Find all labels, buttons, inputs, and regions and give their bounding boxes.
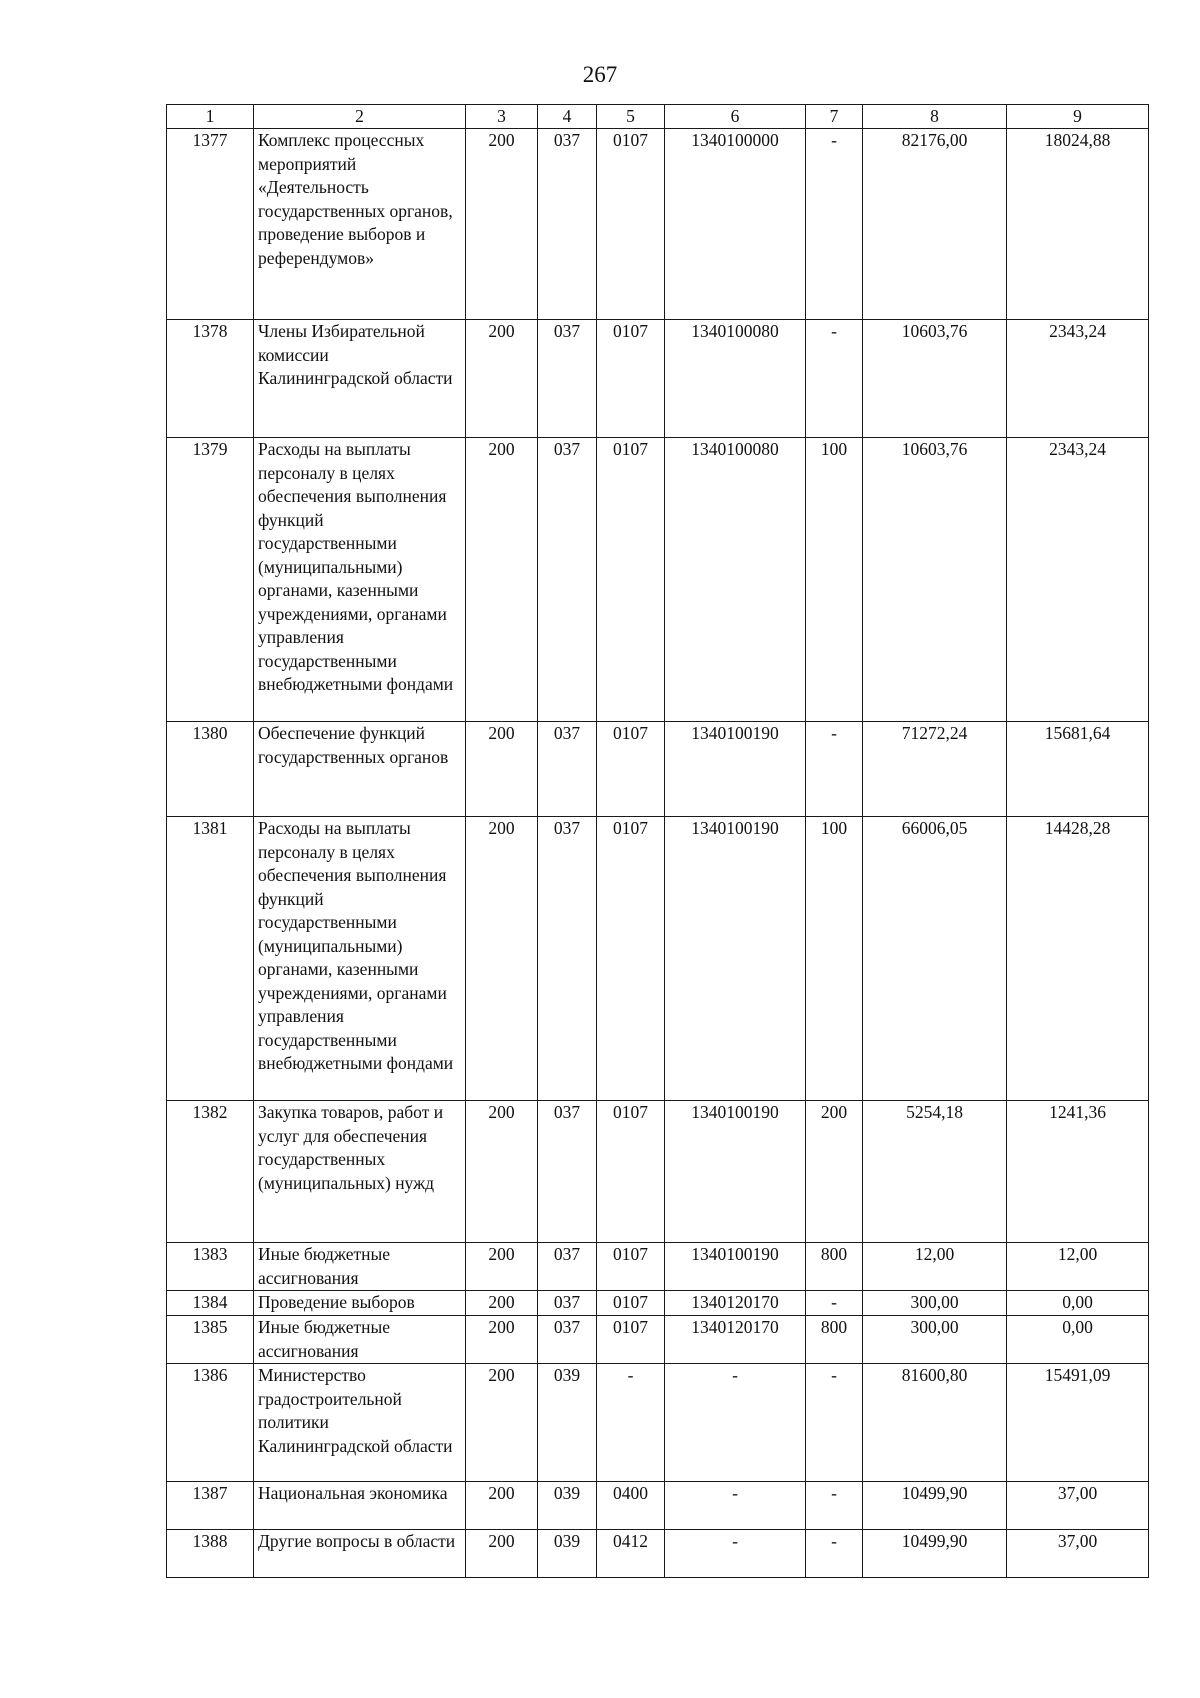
amount-planned: 5254,18 bbox=[863, 1101, 1007, 1243]
column-header: 1 bbox=[167, 105, 254, 129]
section-code: 0107 bbox=[597, 1243, 665, 1291]
chapter-code: 200 bbox=[466, 1364, 538, 1482]
target-article-code: 1340120170 bbox=[665, 1291, 806, 1316]
department-code: 037 bbox=[538, 722, 597, 817]
column-header: 8 bbox=[863, 105, 1007, 129]
amount-planned: 10603,76 bbox=[863, 438, 1007, 722]
chapter-code: 200 bbox=[466, 320, 538, 438]
expense-type-code: - bbox=[806, 1364, 863, 1482]
row-description: Иные бюджетные ассигнования bbox=[254, 1243, 466, 1291]
target-article-code: 1340100190 bbox=[665, 817, 806, 1101]
amount-planned: 71272,24 bbox=[863, 722, 1007, 817]
chapter-code: 200 bbox=[466, 1482, 538, 1530]
target-article-code: 1340100190 bbox=[665, 1243, 806, 1291]
row-description: Комплекс процессных мероприятий «Деятельность государственных органов, проведение выборов и референдумов» bbox=[254, 129, 466, 320]
expense-type-code: - bbox=[806, 1530, 863, 1578]
section-code: 0107 bbox=[597, 722, 665, 817]
target-article-code: 1340100000 bbox=[665, 129, 806, 320]
expense-type-code: 100 bbox=[806, 438, 863, 722]
row-description: Члены Избирательной комиссии Калининградской области bbox=[254, 320, 466, 438]
section-code: - bbox=[597, 1364, 665, 1482]
row-number: 1383 bbox=[167, 1243, 254, 1291]
table-row bbox=[167, 1530, 1149, 1578]
department-code: 037 bbox=[538, 129, 597, 320]
column-header: 9 bbox=[1007, 105, 1149, 129]
amount-planned: 82176,00 bbox=[863, 129, 1007, 320]
row-number: 1388 bbox=[167, 1530, 254, 1578]
row-description: Расходы на выплаты персоналу в целях обеспечения выполнения функций государственными (муниципальными) органами, казенными учреждениями, органами управления государственными внебюджетными фондами bbox=[254, 438, 466, 722]
amount-executed: 0,00 bbox=[1007, 1291, 1149, 1316]
amount-executed: 2343,24 bbox=[1007, 438, 1149, 722]
department-code: 037 bbox=[538, 320, 597, 438]
amount-planned: 10499,90 bbox=[863, 1530, 1007, 1578]
expense-type-code: - bbox=[806, 1482, 863, 1530]
department-code: 037 bbox=[538, 1101, 597, 1243]
row-description: Иные бюджетные ассигнования bbox=[254, 1316, 466, 1364]
row-number: 1380 bbox=[167, 722, 254, 817]
target-article-code: - bbox=[665, 1530, 806, 1578]
expense-type-code: 100 bbox=[806, 817, 863, 1101]
column-header: 4 bbox=[538, 105, 597, 129]
amount-planned: 12,00 bbox=[863, 1243, 1007, 1291]
row-description: Другие вопросы в области bbox=[254, 1530, 466, 1578]
table-row bbox=[167, 320, 1149, 438]
row-description: Обеспечение функций государственных органов bbox=[254, 722, 466, 817]
row-number: 1387 bbox=[167, 1482, 254, 1530]
section-code: 0400 bbox=[597, 1482, 665, 1530]
row-number: 1382 bbox=[167, 1101, 254, 1243]
header-row bbox=[167, 105, 1149, 129]
section-code: 0107 bbox=[597, 129, 665, 320]
amount-executed: 37,00 bbox=[1007, 1482, 1149, 1530]
chapter-code: 200 bbox=[466, 1530, 538, 1578]
target-article-code: - bbox=[665, 1364, 806, 1482]
row-description: Министерство градостроительной политики Калининградской области bbox=[254, 1364, 466, 1482]
amount-planned: 300,00 bbox=[863, 1291, 1007, 1316]
target-article-code: 1340120170 bbox=[665, 1316, 806, 1364]
column-header: 7 bbox=[806, 105, 863, 129]
row-number: 1384 bbox=[167, 1291, 254, 1316]
chapter-code: 200 bbox=[466, 722, 538, 817]
page-number: 267 bbox=[582, 62, 618, 87]
table-row bbox=[167, 1101, 1149, 1243]
target-article-code: 1340100190 bbox=[665, 722, 806, 817]
column-header: 3 bbox=[466, 105, 538, 129]
row-description: Проведение выборов bbox=[254, 1291, 466, 1316]
department-code: 037 bbox=[538, 817, 597, 1101]
column-header: 5 bbox=[597, 105, 665, 129]
table-row bbox=[167, 722, 1149, 817]
department-code: 039 bbox=[538, 1530, 597, 1578]
table-row bbox=[167, 1316, 1149, 1364]
expense-type-code: 800 bbox=[806, 1243, 863, 1291]
expense-type-code: - bbox=[806, 1291, 863, 1316]
amount-planned: 81600,80 bbox=[863, 1364, 1007, 1482]
chapter-code: 200 bbox=[466, 1243, 538, 1291]
amount-planned: 10499,90 bbox=[863, 1482, 1007, 1530]
amount-executed: 0,00 bbox=[1007, 1316, 1149, 1364]
table-row bbox=[167, 1364, 1149, 1482]
row-number: 1379 bbox=[167, 438, 254, 722]
row-number: 1386 bbox=[167, 1364, 254, 1482]
department-code: 037 bbox=[538, 1291, 597, 1316]
amount-planned: 66006,05 bbox=[863, 817, 1007, 1101]
expense-type-code: 800 bbox=[806, 1316, 863, 1364]
chapter-code: 200 bbox=[466, 1316, 538, 1364]
amount-executed: 12,00 bbox=[1007, 1243, 1149, 1291]
department-code: 039 bbox=[538, 1482, 597, 1530]
column-header: 2 bbox=[254, 105, 466, 129]
chapter-code: 200 bbox=[466, 817, 538, 1101]
department-code: 037 bbox=[538, 1316, 597, 1364]
table-row bbox=[167, 1482, 1149, 1530]
target-article-code: 1340100080 bbox=[665, 320, 806, 438]
row-description: Расходы на выплаты персоналу в целях обеспечения выполнения функций государственными (муниципальными) органами, казенными учреждениями, органами управления государственными внебюджетными фондами bbox=[254, 817, 466, 1101]
expense-type-code: 200 bbox=[806, 1101, 863, 1243]
section-code: 0107 bbox=[597, 1316, 665, 1364]
table-row bbox=[167, 129, 1149, 320]
amount-executed: 15681,64 bbox=[1007, 722, 1149, 817]
section-code: 0107 bbox=[597, 438, 665, 722]
chapter-code: 200 bbox=[466, 129, 538, 320]
department-code: 039 bbox=[538, 1364, 597, 1482]
section-code: 0107 bbox=[597, 1101, 665, 1243]
table-row bbox=[167, 1243, 1149, 1291]
section-code: 0107 bbox=[597, 320, 665, 438]
row-number: 1377 bbox=[167, 129, 254, 320]
amount-executed: 15491,09 bbox=[1007, 1364, 1149, 1482]
section-code: 0107 bbox=[597, 817, 665, 1101]
department-code: 037 bbox=[538, 438, 597, 722]
amount-executed: 1241,36 bbox=[1007, 1101, 1149, 1243]
row-number: 1381 bbox=[167, 817, 254, 1101]
section-code: 0107 bbox=[597, 1291, 665, 1316]
amount-planned: 300,00 bbox=[863, 1316, 1007, 1364]
table-row bbox=[167, 438, 1149, 722]
row-description: Закупка товаров, работ и услуг для обеспечения государственных (муниципальных) нужд bbox=[254, 1101, 466, 1243]
target-article-code: 1340100080 bbox=[665, 438, 806, 722]
amount-executed: 37,00 bbox=[1007, 1530, 1149, 1578]
amount-executed: 18024,88 bbox=[1007, 129, 1149, 320]
chapter-code: 200 bbox=[466, 1101, 538, 1243]
amount-executed: 2343,24 bbox=[1007, 320, 1149, 438]
column-header: 6 bbox=[665, 105, 806, 129]
row-number: 1385 bbox=[167, 1316, 254, 1364]
table-row bbox=[167, 1291, 1149, 1316]
amount-executed: 14428,28 bbox=[1007, 817, 1149, 1101]
target-article-code: 1340100190 bbox=[665, 1101, 806, 1243]
expense-type-code: - bbox=[806, 320, 863, 438]
row-description: Национальная экономика bbox=[254, 1482, 466, 1530]
row-number: 1378 bbox=[167, 320, 254, 438]
department-code: 037 bbox=[538, 1243, 597, 1291]
section-code: 0412 bbox=[597, 1530, 665, 1578]
target-article-code: - bbox=[665, 1482, 806, 1530]
chapter-code: 200 bbox=[466, 438, 538, 722]
expense-type-code: - bbox=[806, 129, 863, 320]
budget-table bbox=[166, 104, 1149, 1578]
table-row bbox=[167, 817, 1149, 1101]
chapter-code: 200 bbox=[466, 1291, 538, 1316]
expense-type-code: - bbox=[806, 722, 863, 817]
amount-planned: 10603,76 bbox=[863, 320, 1007, 438]
